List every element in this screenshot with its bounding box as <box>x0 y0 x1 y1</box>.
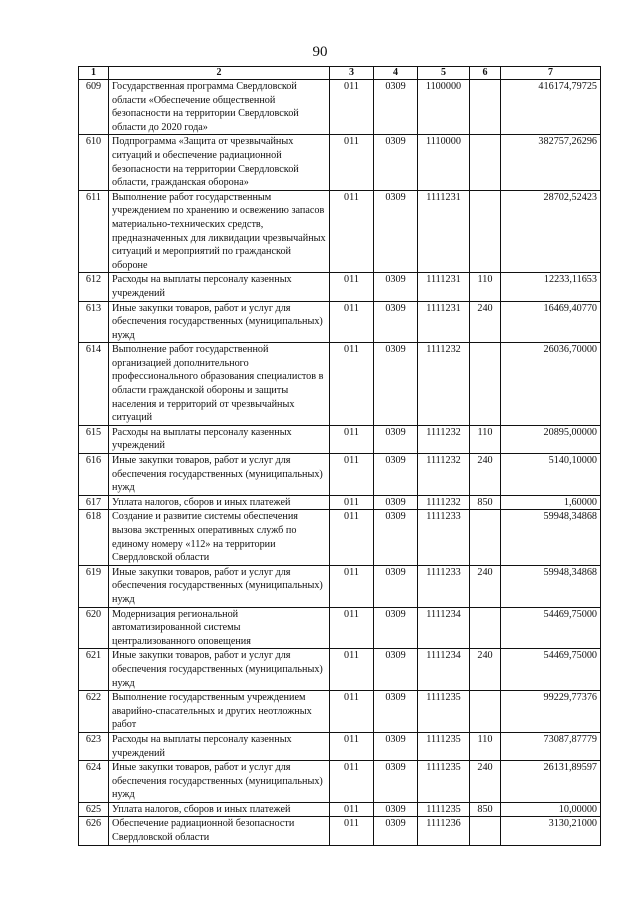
row-number: 625 <box>79 802 109 817</box>
row-expense-type <box>470 135 501 190</box>
row-section-code: 0309 <box>374 761 418 803</box>
row-target-code: 1111234 <box>418 649 470 691</box>
row-target-code: 1111235 <box>418 761 470 803</box>
row-number: 620 <box>79 607 109 649</box>
row-amount: 12233,11653 <box>501 273 601 301</box>
column-header: 2 <box>109 67 330 80</box>
row-section-code: 0309 <box>374 802 418 817</box>
table-row <box>79 80 601 135</box>
row-ministry-code: 011 <box>330 80 374 135</box>
row-target-code: 1111231 <box>418 190 470 273</box>
table-row <box>79 817 601 845</box>
row-ministry-code: 011 <box>330 607 374 649</box>
row-ministry-code: 011 <box>330 817 374 845</box>
table-row <box>79 454 601 496</box>
column-header: 5 <box>418 67 470 80</box>
row-number: 621 <box>79 649 109 691</box>
row-amount: 16469,40770 <box>501 301 601 343</box>
row-amount: 10,00000 <box>501 802 601 817</box>
row-ministry-code: 011 <box>330 649 374 691</box>
table-body <box>79 80 601 846</box>
row-section-code: 0309 <box>374 425 418 453</box>
row-number: 613 <box>79 301 109 343</box>
row-amount: 26131,89597 <box>501 761 601 803</box>
row-name: Подпрограмма «Защита от чрезвычайных ситуаций и обеспечение радиационной безопасности на территории Свердловской области, гражданская оборона» <box>109 135 330 190</box>
row-name: Иные закупки товаров, работ и услуг для обеспечения государственных (муниципальных) нужд <box>109 454 330 496</box>
row-number: 618 <box>79 510 109 565</box>
row-section-code: 0309 <box>374 80 418 135</box>
row-ministry-code: 011 <box>330 343 374 426</box>
row-section-code: 0309 <box>374 301 418 343</box>
table-row <box>79 802 601 817</box>
row-ministry-code: 011 <box>330 273 374 301</box>
row-amount: 59948,34868 <box>501 510 601 565</box>
row-amount: 28702,52423 <box>501 190 601 273</box>
table-row <box>79 607 601 649</box>
row-target-code: 1111232 <box>418 425 470 453</box>
row-section-code: 0309 <box>374 190 418 273</box>
row-expense-type <box>470 190 501 273</box>
row-target-code: 1111232 <box>418 454 470 496</box>
row-section-code: 0309 <box>374 135 418 190</box>
row-target-code: 1110000 <box>418 135 470 190</box>
row-ministry-code: 011 <box>330 732 374 760</box>
row-section-code: 0309 <box>374 495 418 510</box>
row-number: 610 <box>79 135 109 190</box>
row-ministry-code: 011 <box>330 190 374 273</box>
row-ministry-code: 011 <box>330 802 374 817</box>
row-number: 623 <box>79 732 109 760</box>
row-number: 626 <box>79 817 109 845</box>
row-amount: 416174,79725 <box>501 80 601 135</box>
table-row <box>79 273 601 301</box>
row-name: Уплата налогов, сборов и иных платежей <box>109 495 330 510</box>
row-amount: 54469,75000 <box>501 607 601 649</box>
row-number: 622 <box>79 691 109 733</box>
column-header: 3 <box>330 67 374 80</box>
row-section-code: 0309 <box>374 343 418 426</box>
table-row <box>79 761 601 803</box>
row-section-code: 0309 <box>374 817 418 845</box>
row-ministry-code: 011 <box>330 454 374 496</box>
budget-table <box>78 66 601 846</box>
row-ministry-code: 011 <box>330 135 374 190</box>
row-name: Выполнение работ государственной организацией дополнительного профессионального образования специалистов в области гражданской обороны и защиты населения и территорий от чрезвычайных ситуаций <box>109 343 330 426</box>
table-row <box>79 190 601 273</box>
row-amount: 73087,87779 <box>501 732 601 760</box>
table-row <box>79 565 601 607</box>
row-expense-type <box>470 691 501 733</box>
row-expense-type: 240 <box>470 761 501 803</box>
row-amount: 54469,75000 <box>501 649 601 691</box>
row-name: Расходы на выплаты персоналу казенных учреждений <box>109 732 330 760</box>
row-ministry-code: 011 <box>330 301 374 343</box>
row-number: 609 <box>79 80 109 135</box>
row-section-code: 0309 <box>374 649 418 691</box>
row-ministry-code: 011 <box>330 565 374 607</box>
table-row <box>79 425 601 453</box>
row-target-code: 1111231 <box>418 273 470 301</box>
row-expense-type: 110 <box>470 273 501 301</box>
row-amount: 3130,21000 <box>501 817 601 845</box>
row-ministry-code: 011 <box>330 495 374 510</box>
row-name: Обеспечение радиационной безопасности Свердловской области <box>109 817 330 845</box>
row-amount: 59948,34868 <box>501 565 601 607</box>
row-target-code: 1111232 <box>418 343 470 426</box>
row-target-code: 1111235 <box>418 802 470 817</box>
row-name: Иные закупки товаров, работ и услуг для обеспечения государственных (муниципальных) нужд <box>109 761 330 803</box>
row-name: Государственная программа Свердловской области «Обеспечение общественной безопасности на территории Свердловской области до 2020 года» <box>109 80 330 135</box>
row-ministry-code: 011 <box>330 425 374 453</box>
row-target-code: 1111235 <box>418 732 470 760</box>
row-section-code: 0309 <box>374 565 418 607</box>
table-row <box>79 135 601 190</box>
row-expense-type: 850 <box>470 802 501 817</box>
row-ministry-code: 011 <box>330 691 374 733</box>
row-number: 617 <box>79 495 109 510</box>
row-expense-type: 240 <box>470 454 501 496</box>
column-header: 1 <box>79 67 109 80</box>
row-number: 619 <box>79 565 109 607</box>
row-target-code: 1111233 <box>418 565 470 607</box>
row-section-code: 0309 <box>374 691 418 733</box>
row-expense-type: 240 <box>470 301 501 343</box>
row-target-code: 1111231 <box>418 301 470 343</box>
column-header: 7 <box>501 67 601 80</box>
row-expense-type: 850 <box>470 495 501 510</box>
row-target-code: 1111235 <box>418 691 470 733</box>
row-name: Иные закупки товаров, работ и услуг для обеспечения государственных (муниципальных) нужд <box>109 649 330 691</box>
header-row <box>79 67 601 80</box>
table-row <box>79 732 601 760</box>
row-name: Уплата налогов, сборов и иных платежей <box>109 802 330 817</box>
row-expense-type: 110 <box>470 732 501 760</box>
row-expense-type <box>470 80 501 135</box>
row-amount: 5140,10000 <box>501 454 601 496</box>
row-number: 614 <box>79 343 109 426</box>
table-row <box>79 343 601 426</box>
row-expense-type <box>470 607 501 649</box>
row-expense-type <box>470 817 501 845</box>
row-name: Расходы на выплаты персоналу казенных учреждений <box>109 425 330 453</box>
row-number: 624 <box>79 761 109 803</box>
row-amount: 26036,70000 <box>501 343 601 426</box>
table-row <box>79 495 601 510</box>
row-expense-type: 110 <box>470 425 501 453</box>
row-target-code: 1111233 <box>418 510 470 565</box>
table-row <box>79 691 601 733</box>
row-section-code: 0309 <box>374 273 418 301</box>
row-name: Создание и развитие системы обеспечения вызова экстренных оперативных служб по единому номеру «112» на территории Свердловской области <box>109 510 330 565</box>
row-amount: 1,60000 <box>501 495 601 510</box>
row-number: 616 <box>79 454 109 496</box>
row-name: Модернизация региональной автоматизированной системы централизованного оповещения <box>109 607 330 649</box>
row-section-code: 0309 <box>374 732 418 760</box>
row-name: Расходы на выплаты персоналу казенных учреждений <box>109 273 330 301</box>
row-section-code: 0309 <box>374 454 418 496</box>
row-name: Иные закупки товаров, работ и услуг для обеспечения государственных (муниципальных) нужд <box>109 301 330 343</box>
row-name: Иные закупки товаров, работ и услуг для обеспечения государственных (муниципальных) нужд <box>109 565 330 607</box>
row-number: 615 <box>79 425 109 453</box>
table-row <box>79 510 601 565</box>
row-expense-type <box>470 343 501 426</box>
row-target-code: 1111234 <box>418 607 470 649</box>
row-name: Выполнение работ государственным учреждением по хранению и освежению запасов материально-технических средств, предназначенных для ликвидации чрезвычайных ситуаций и мероприятий по гражданской обороне <box>109 190 330 273</box>
row-section-code: 0309 <box>374 510 418 565</box>
row-target-code: 1100000 <box>418 80 470 135</box>
row-amount: 382757,26296 <box>501 135 601 190</box>
row-expense-type: 240 <box>470 649 501 691</box>
row-target-code: 1111236 <box>418 817 470 845</box>
row-ministry-code: 011 <box>330 510 374 565</box>
row-target-code: 1111232 <box>418 495 470 510</box>
table-row <box>79 301 601 343</box>
column-header: 4 <box>374 67 418 80</box>
row-section-code: 0309 <box>374 607 418 649</box>
row-amount: 99229,77376 <box>501 691 601 733</box>
row-amount: 20895,00000 <box>501 425 601 453</box>
row-number: 612 <box>79 273 109 301</box>
table-row <box>79 649 601 691</box>
row-number: 611 <box>79 190 109 273</box>
row-name: Выполнение государственным учреждением аварийно-спасательных и других неотложных работ <box>109 691 330 733</box>
row-expense-type: 240 <box>470 565 501 607</box>
row-ministry-code: 011 <box>330 761 374 803</box>
row-expense-type <box>470 510 501 565</box>
page-number: 90 <box>312 44 328 60</box>
column-header: 6 <box>470 67 501 80</box>
